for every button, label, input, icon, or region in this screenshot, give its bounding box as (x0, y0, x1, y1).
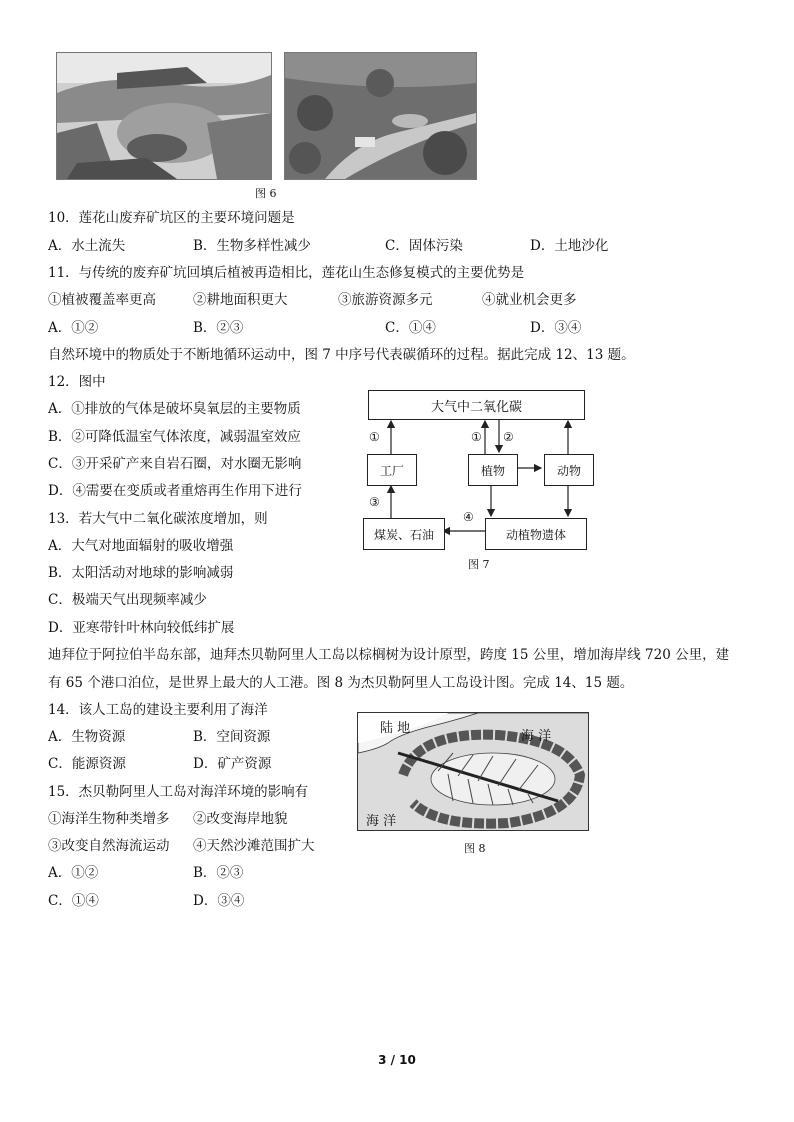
figure8-palm-island-map (357, 712, 589, 831)
figure6-photo-left (56, 52, 272, 180)
q11-item-2: ②耕地面积更大 (193, 292, 288, 308)
q15-item-2: ②改变海岸地貌 (193, 811, 288, 827)
q14-option-a: A．生物资源 (48, 729, 126, 745)
box-animal: 动物 (544, 454, 594, 486)
intro-14-15-line2: 有 65 个港口泊位，是世界上最大的人工港。图 8 为杰贝勒阿里人工岛设计图。完成 14、15 题。 (48, 675, 634, 691)
q11-option-a: A．①② (48, 320, 99, 336)
q15-item-1: ①海洋生物种类增多 (48, 811, 170, 827)
q11-option-b: B．②③ (193, 320, 244, 336)
q12-option-c: C．③开采矿产来自岩石圈，对水圈无影响 (48, 456, 302, 472)
q13-option-a: A．大气对地面辐射的吸收增强 (48, 538, 234, 554)
q11-option-d: D．③④ (530, 320, 582, 336)
figure7-caption: 图 7 (468, 558, 490, 571)
q10-option-a: A．水土流失 (48, 238, 126, 254)
figure6-photo-right (284, 52, 477, 180)
label-2-plant: ② (503, 430, 514, 444)
q13-option-d: D．亚寒带针叶林向较低纬扩展 (48, 620, 235, 636)
label-3-coal: ③ (369, 495, 380, 509)
q10-option-d: D．土地沙化 (530, 238, 609, 254)
q15-option-c: C．①④ (48, 893, 99, 909)
q14-stem: 14．该人工岛的建设主要利用了海洋 (48, 702, 268, 718)
q11-option-c: C．①④ (385, 320, 436, 336)
label-4-remains: ④ (463, 510, 474, 524)
box-plant: 植物 (468, 454, 518, 486)
q15-option-a: A．①② (48, 865, 99, 881)
q12-stem: 12．图中 (48, 374, 106, 390)
figure6-caption: 图 6 (255, 187, 277, 200)
q10-stem: 10．莲花山废弃矿坑区的主要环境问题是 (48, 210, 295, 226)
box-remains: 动植物遗体 (485, 518, 587, 550)
q15-stem: 15．杰贝勒阿里人工岛对海洋环境的影响有 (48, 784, 309, 800)
q14-option-d: D．矿产资源 (193, 756, 272, 772)
quarry-pit-photo (57, 53, 271, 179)
restored-forest-photo (285, 53, 476, 179)
intro-14-15-line1: 迪拜位于阿拉伯半岛东部，迪拜杰贝勒阿里人工岛以棕榈树为设计原型，跨度 15 公里，增加海岸线 720 公里，建 (48, 647, 730, 663)
q15-option-d: D．③④ (193, 893, 245, 909)
q10-option-c: C．固体污染 (385, 238, 463, 254)
q14-option-c: C．能源资源 (48, 756, 126, 772)
label-1-factory: ① (369, 430, 380, 444)
q11-item-1: ①植被覆盖率更高 (48, 292, 156, 308)
page-number: 3 / 10 (378, 1053, 416, 1067)
figure8-caption: 图 8 (464, 842, 486, 855)
label-1-plant: ① (471, 430, 482, 444)
box-atmosphere-co2: 大气中二氧化碳 (368, 390, 585, 420)
q13-stem: 13．若大气中二氧化碳浓度增加，则 (48, 511, 268, 527)
q12-option-d: D．④需要在变质或者重熔再生作用下进行 (48, 483, 302, 499)
q15-item-4: ④天然沙滩范围扩大 (193, 838, 315, 854)
q11-item-3: ③旅游资源多元 (338, 292, 433, 308)
label-sea-bottom: 海 洋 (366, 814, 397, 829)
q15-item-3: ③改变自然海流运动 (48, 838, 170, 854)
box-coal-oil: 煤炭、石油 (363, 518, 445, 550)
q13-option-b: B．太阳活动对地球的影响减弱 (48, 565, 234, 581)
intro-12-13: 自然环境中的物质处于不断地循环运动中，图 7 中序号代表碳循环的过程。据此完成 12、13 题。 (48, 347, 635, 363)
q13-option-c: C．极端天气出现频率减少 (48, 592, 207, 608)
q11-item-4: ④就业机会更多 (482, 292, 577, 308)
label-land: 陆 地 (380, 721, 411, 736)
q10-option-b: B．生物多样性减少 (193, 238, 311, 254)
q15-option-b: B．②③ (193, 865, 244, 881)
q12-option-a: A．①排放的气体是破坏臭氧层的主要物质 (48, 401, 301, 417)
box-factory: 工厂 (367, 454, 417, 486)
q12-option-b: B．②可降低温室气体浓度，减弱温室效应 (48, 429, 301, 445)
figure7-carbon-cycle-diagram (355, 388, 595, 553)
q11-stem: 11．与传统的废弃矿坑回填后植被再造相比，莲花山生态修复模式的主要优势是 (48, 265, 525, 281)
q14-option-b: B．空间资源 (193, 729, 271, 745)
label-sea-top: 海 洋 (521, 729, 552, 744)
